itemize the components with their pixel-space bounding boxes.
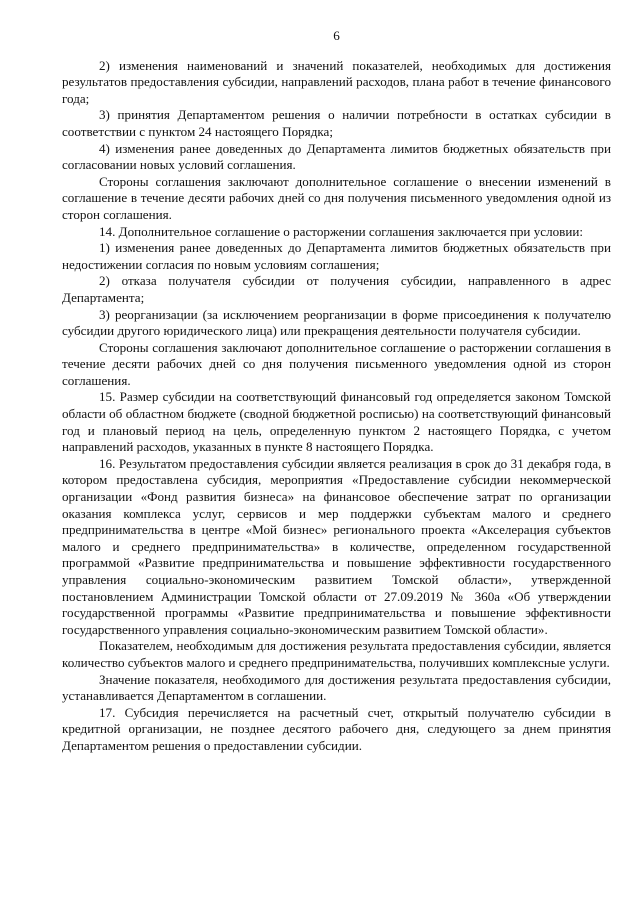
- paragraph-clause-4: 4) изменения ранее доведенных до Департамента лимитов бюджетных обязательств при согласовании новых условий соглашения.: [62, 140, 611, 173]
- paragraph-section-16: 16. Результатом предоставления субсидии является реализация в срок до 31 декабря года, в котором предоставлена субсидия, мероприятия «Предоставление субсидии некоммерческой организации «Фонд развития бизнеса» на финансовое обеспечение затрат по организации оказания комплекса услуг, сервисов и мер поддержки субъектам малого и среднего предпринимательства в центре «Мой бизнес» регионального проекта «Акселерация субъектов малого и среднего предпринимательства» в количестве, определенном государственной программой «Развитие предпринимательства и повышение эффективности государственного управления социально-экономическим развитием Томской области», утвержденной постановлением Администрации Томской области от 27.09.2019 № 360а «Об утверждении государственной программы «Развитие предпринимательства и повышение эффективности государственного управления социально-экономическим развитием Томской области».: [62, 455, 611, 637]
- paragraph-clause-2: 2) изменения наименований и значений показателей, необходимых для достижения результатов предоставления субсидии, направлений расходов, плана работ в течение финансового года;: [62, 57, 611, 106]
- paragraph-termination-condition-2: 2) отказа получателя субсидии от получения субсидии, направленного в адрес Департамента;: [62, 273, 611, 305]
- paragraph-section-17: 17. Субсидия перечисляется на расчетный счет, открытый получателю субсидии в кредитной организации, не позднее десятого рабочего дня, следующего за днем принятия Департаментом решения о предоставлении субсидии.: [62, 704, 611, 753]
- paragraph-indicator-value: Значение показателя, необходимого для достижения результата предоставления субсидии, устанавливается Департаментом в соглашении.: [62, 671, 611, 704]
- paragraph-amendment-agreement: Стороны соглашения заключают дополнительное соглашение о внесении изменений в соглашение в течение десяти рабочих дней со дня получения письменного уведомления одной из сторон соглашения.: [62, 173, 611, 222]
- paragraph-section-14: 14. Дополнительное соглашение о расторжении соглашения заключается при условии:: [99, 223, 583, 239]
- document-page: [62, 28, 611, 755]
- paragraph-termination-condition-1: 1) изменения ранее доведенных до Департамента лимитов бюджетных обязательств при недостижении согласия по новым условиям соглашения;: [62, 240, 611, 272]
- paragraph-indicator: Показателем, необходимым для достижения результата предоставления субсидии, является количество субъектов малого и среднего предпринимательства, получивших комплексные услуги.: [62, 638, 611, 670]
- paragraph-termination-condition-3: 3) реорганизации (за исключением реорганизации в форме присоединения к получателю субсидии другого юридического лица) или прекращения деятельности получателя субсидии.: [62, 306, 611, 339]
- page-number: 6: [333, 28, 340, 43]
- paragraph-termination-agreement: Стороны соглашения заключают дополнительное соглашение о расторжении соглашения в течение десяти рабочих дней со дня получения письменного уведомления одной из сторон соглашения.: [62, 339, 611, 388]
- paragraph-clause-3: 3) принятия Департаментом решения о наличии потребности в остатках субсидии в соответствии с пунктом 24 настоящего Порядка;: [62, 107, 611, 139]
- paragraph-section-15: 15. Размер субсидии на соответствующий финансовый год определяется законом Томской области об областном бюджете (сводной бюджетной росписью) на соответствующий финансовый год и плановый период на цель, определенную пунктом 2 настоящего Порядка, с учетом направлений расходов, указанных в пункте 8 настоящего Порядка.: [62, 389, 611, 455]
